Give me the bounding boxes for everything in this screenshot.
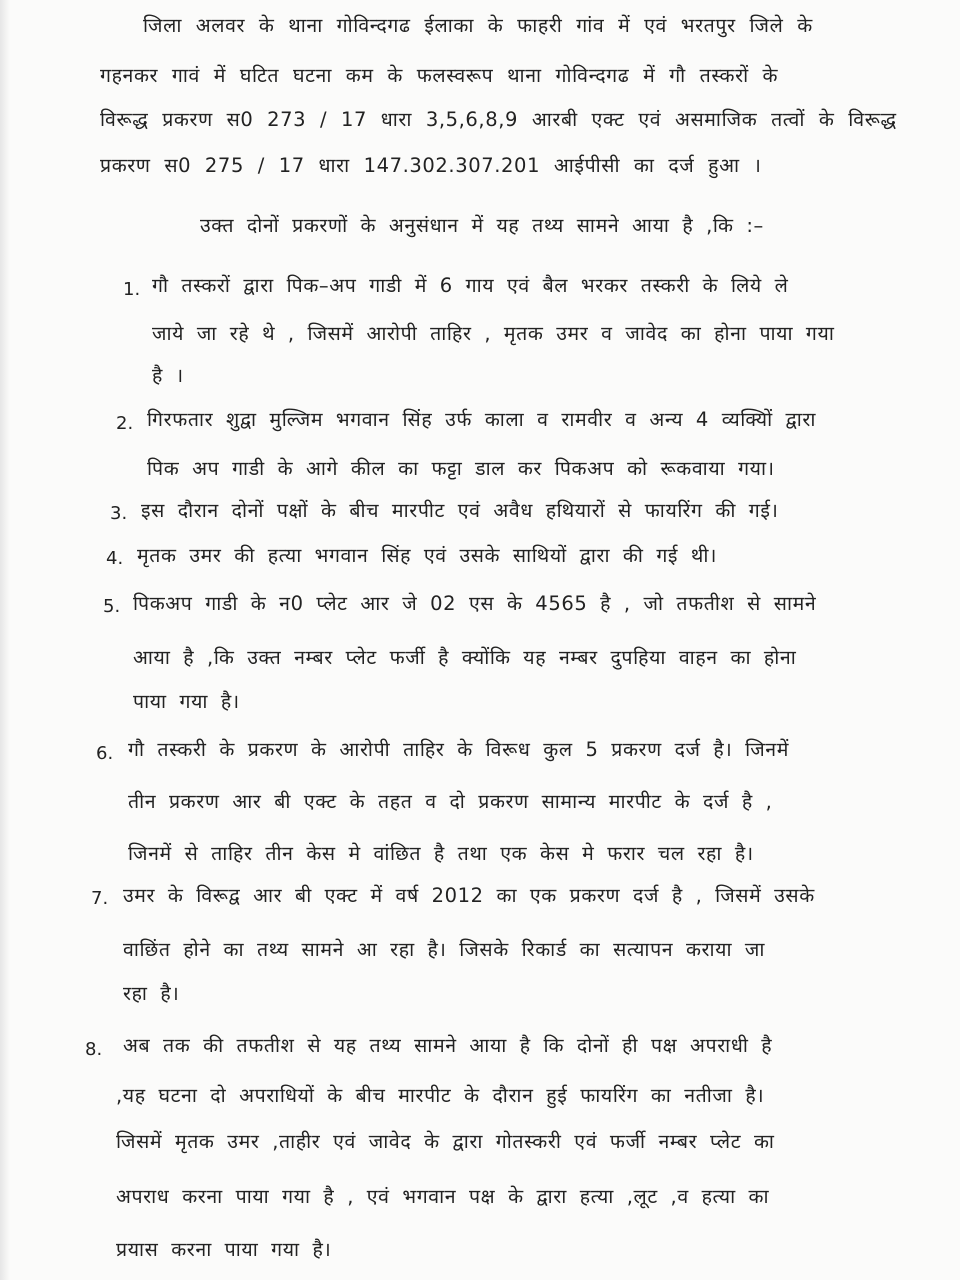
list-item-line: गौ तस्करी के प्रकरण के आरोपी ताहिर के विरूध कुल 5 प्रकरण दर्ज है। जिनमें	[128, 738, 789, 761]
list-item-number: 4.	[106, 548, 124, 569]
list-item-line: अपराध करना पाया गया है , एवं भगवान पक्ष के द्वारा हत्या ,लूट ,व हत्या का	[116, 1185, 770, 1208]
lead-sentence: उक्त दोनों प्रकरणों के अनुसंधान में यह तथ्य सामने आया है ,कि :–	[200, 214, 764, 237]
list-item-number: 8.	[85, 1039, 103, 1060]
list-item-line: जिनमें से ताहिर तीन केस मे वांछित है तथा एक केस मे फरार चल रहा है।	[128, 842, 754, 865]
list-item-line: पिक अप गाडी के आगे कील का फट्टा डाल कर पिकअप को रूकवाया गया।	[147, 457, 775, 480]
list-item-line: उमर के विरूद्व आर बी एक्ट में वर्ष 2012 का एक प्रकरण दर्ज है , जिसमें उसके	[123, 884, 815, 907]
list-item-line: पाया गया है।	[133, 690, 240, 713]
intro-line: गहनकर गावं में घटित घटना कम के फलस्वरूप थाना गोविन्दगढ में गौ तस्करों के	[100, 64, 779, 87]
list-item-number: 2.	[116, 413, 134, 434]
list-item-line: मृतक उमर की हत्या भगवान सिंह एवं उसके साथियों द्वारा की गई थी।	[137, 544, 717, 567]
list-item-number: 6.	[96, 743, 114, 764]
scan-edge-shadow	[0, 0, 10, 1280]
list-item-line: अब तक की तफतीश से यह तथ्य सामने आया है कि दोनों ही पक्ष अपराधी है	[123, 1034, 773, 1057]
list-item-number: 7.	[91, 888, 109, 909]
list-item-number: 3.	[110, 503, 128, 524]
list-item-line: रहा है।	[123, 982, 180, 1005]
list-item-line: जिसमें मृतक उमर ,ताहीर एवं जावेद के द्वारा गोतस्करी एवं फर्जी नम्बर प्लेट का	[116, 1130, 775, 1153]
list-item-line: ,यह घटना दो अपराधियों के बीच मारपीट के दौरान हुई फायरिंग का नतीजा है।	[116, 1084, 765, 1107]
list-item-line: है ।	[152, 364, 184, 387]
list-item-line: इस दौरान दोनों पक्षों के बीच मारपीट एवं अवैध हथियारों से फायरिंग की गई।	[141, 499, 779, 522]
list-item-line: जाये जा रहे थे , जिसमें आरोपी ताहिर , मृतक उमर व जावेद का होना पाया गया	[152, 322, 835, 345]
list-item-line: आया है ,कि उक्त नम्बर प्लेट फर्जी है क्योंकि यह नम्बर दुपहिया वाहन का होना	[133, 646, 797, 669]
intro-line: प्रकरण स0 275 / 17 धारा 147.302.307.201 आईपीसी का दर्ज हुआ ।	[100, 154, 762, 177]
list-item-number: 5.	[103, 596, 121, 617]
list-item-number: 1.	[123, 279, 141, 300]
list-item-line: प्रयास करना पाया गया है।	[116, 1238, 332, 1261]
list-item-line: पिकअप गाडी के न0 प्लेट आर जे 02 एस के 4565 है , जो तफतीश से सामने	[133, 592, 817, 615]
intro-line: जिला अलवर के थाना गोविन्दगढ ईलाका के फाहरी गांव में एवं भरतपुर जिले के	[143, 14, 813, 37]
intro-line: विरूद्ध प्रकरण स0 273 / 17 धारा 3,5,6,8,9 आरबी एक्ट एवं असमाजिक तत्वों के विरूद्ध	[100, 108, 897, 131]
list-item-line: तीन प्रकरण आर बी एक्ट के तहत व दो प्रकरण सामान्य मारपीट के दर्ज है ,	[128, 790, 773, 813]
list-item-line: गिरफतार शुद्वा मुल्जिम भगवान सिंह उर्फ काला व रामवीर व अन्य 4 व्यक्यिों द्वारा	[147, 408, 817, 431]
list-item-line: वाछिंत होने का तथ्य सामने आ रहा है। जिसके रिकार्ड का सत्यापन कराया जा	[123, 938, 766, 961]
list-item-line: गौ तस्करों द्वारा पिक–अप गाडी में 6 गाय एवं बैल भरकर तस्करी के लिये ले	[152, 274, 789, 297]
